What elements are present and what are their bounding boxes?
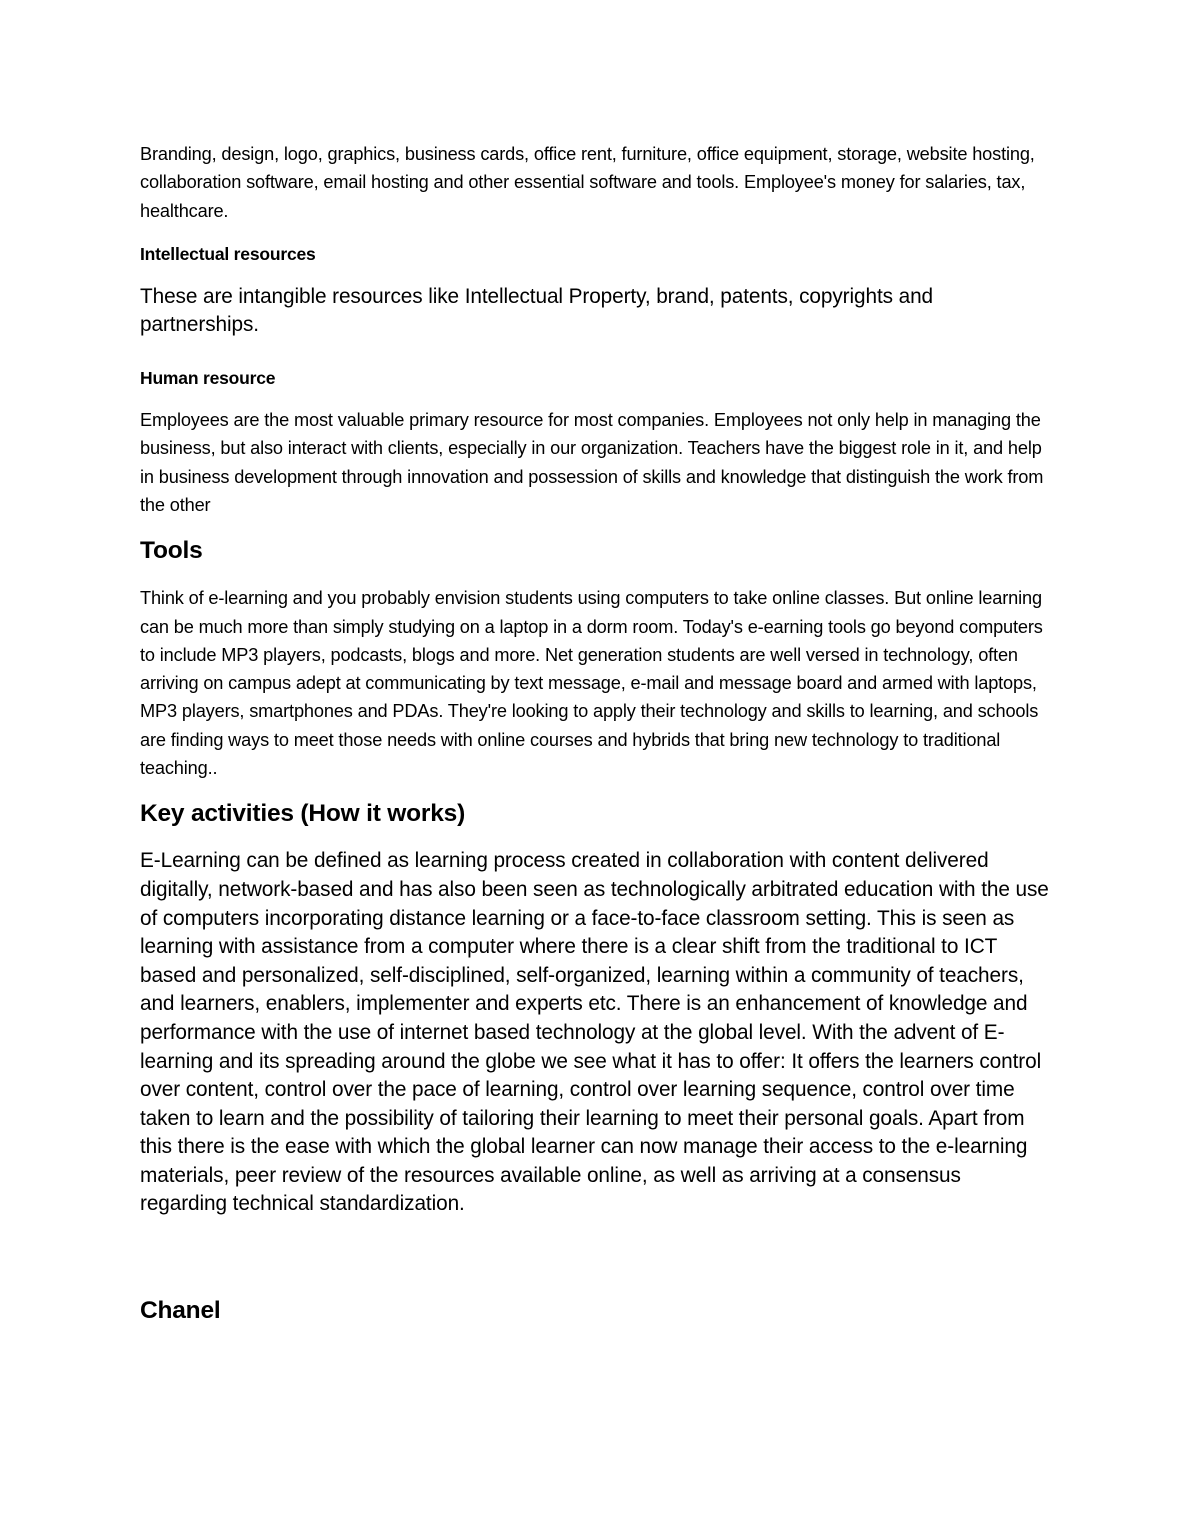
resources-intro-paragraph: Branding, design, logo, graphics, business cards, office rent, furniture, office equipment, storage, website hosting, collaboration software, email hosting and other essential software and tools. Employee's money for salaries, tax, healthcare.: [140, 144, 1035, 221]
human-resource-paragraph: Employees are the most valuable primary resource for most companies. Employees not only help in managing the business, but also interact with clients, especially in our organization. Teachers have the biggest role in it, and help in business development through innovation and possession of skills and knowledge that distinguish the work from the other: [140, 410, 1044, 515]
key-activities-paragraph: E-Learning can be defined as learning process created in collaboration with content delivered digitally, network-based and has also been seen as technologically arbitrated education with the use of computers incorporating distance learning or a face-to-face classroom setting. This is seen as learning with assistance from a computer where there is a clear shift from the traditional to ICT based and personalized, self-disciplined, self-organized, learning within a community of teachers, and learners, enablers, implementer and experts etc. There is an enhancement of knowledge and performance with the use of internet based technology at the global level. With the advent of E-learning and its spreading around the globe we see what it has to offer: It offers the learners control over content, control over the pace of learning, control over learning sequence, control over time taken to learn and the possibility of tailoring their learning to meet their personal goals. Apart from this there is the ease with which the global learner can now manage their access to the e-learning materials, peer review of the resources available online, as well as arriving at a consensus regarding technical standardization.: [140, 849, 1049, 1216]
tools-heading: Tools: [140, 537, 203, 565]
intellectual-resources-paragraph: These are intangible resources like Intellectual Property, brand, patents, copyrights and partnerships.: [140, 284, 933, 337]
chanel-heading: Chanel: [140, 1297, 221, 1325]
intellectual-resources-heading: Intellectual resources: [140, 243, 316, 264]
human-resource-heading: Human resource: [140, 368, 276, 389]
document-page: [140, 140, 1050, 1327]
tools-paragraph: Think of e-learning and you probably envision students using computers to take online classes. But online learning can be much more than simply studying on a laptop in a dorm room. Today's e-earning tools go beyond computers to include MP3 players, podcasts, blogs and more. Net generation students are well versed in technology, often arriving on campus adept at communicating by text message, e-mail and message board and armed with laptops, MP3 players, smartphones and PDAs. They're looking to apply their technology and skills to learning, and schools are finding ways to meet those needs with online courses and hybrids that bring new technology to traditional teaching..: [140, 588, 1043, 779]
key-activities-heading: Key activities (How it works): [140, 800, 466, 828]
